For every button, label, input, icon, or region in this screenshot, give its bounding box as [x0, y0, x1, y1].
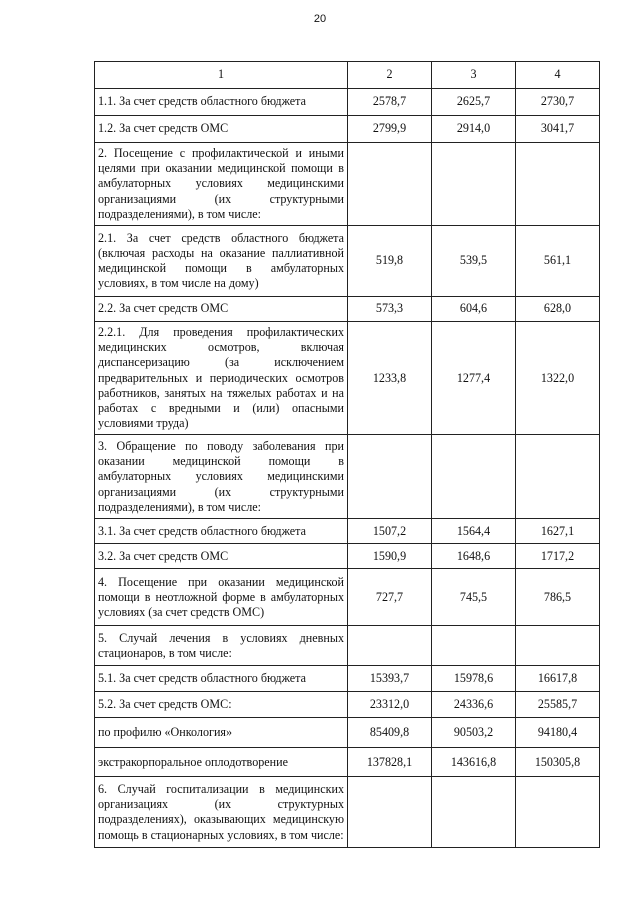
column-header: 4: [516, 62, 600, 89]
cost-table: [94, 61, 600, 848]
row-value: 90503,2: [432, 718, 516, 748]
row-label: 1.2. За счет средств ОМС: [95, 116, 348, 143]
row-value: 573,3: [348, 297, 432, 322]
row-label: 1.1. За счет средств областного бюджета: [95, 89, 348, 116]
row-value: 1322,0: [516, 322, 600, 435]
row-value: 1277,4: [432, 322, 516, 435]
row-value: [348, 435, 432, 519]
row-value: [516, 435, 600, 519]
table-header-row: [95, 62, 600, 89]
row-value: 2625,7: [432, 89, 516, 116]
row-value: [432, 626, 516, 666]
row-value: 15978,6: [432, 666, 516, 692]
row-value: 786,5: [516, 569, 600, 626]
row-value: 23312,0: [348, 692, 432, 718]
row-value: [432, 435, 516, 519]
row-value: 24336,6: [432, 692, 516, 718]
row-value: 137828,1: [348, 748, 432, 777]
row-value: 2914,0: [432, 116, 516, 143]
row-value: 1564,4: [432, 519, 516, 544]
row-value: 628,0: [516, 297, 600, 322]
table-row: [95, 116, 600, 143]
row-value: 519,8: [348, 226, 432, 297]
row-label: 6. Случай госпитализации в медицинских организациях (их структурных подразделениях), оказывающих медицинскую помощь в стационарных условиях, в том числе:: [95, 777, 348, 848]
row-value: [348, 626, 432, 666]
row-value: 1507,2: [348, 519, 432, 544]
row-value: 2730,7: [516, 89, 600, 116]
row-value: 2578,7: [348, 89, 432, 116]
row-label: 2. Посещение с профилактической и иными целями при оказании медицинской помощи в амбулаторных условиях медицинскими организациями (их структурными подразделениями), в том числе:: [95, 143, 348, 226]
row-value: 745,5: [432, 569, 516, 626]
table-row: [95, 143, 600, 226]
row-value: [432, 143, 516, 226]
row-value: 150305,8: [516, 748, 600, 777]
table-row: [95, 692, 600, 718]
page-number: 20: [313, 13, 327, 25]
row-value: 1590,9: [348, 544, 432, 569]
table-row: [95, 777, 600, 848]
row-label: экстракорпоральное оплодотворение: [95, 748, 348, 777]
row-value: 25585,7: [516, 692, 600, 718]
row-label: 5. Случай лечения в условиях дневных стационаров, в том числе:: [95, 626, 348, 666]
table-row: [95, 435, 600, 519]
column-header: 1: [95, 62, 348, 89]
row-value: 15393,7: [348, 666, 432, 692]
row-value: 539,5: [432, 226, 516, 297]
table-row: [95, 519, 600, 544]
column-header: 2: [348, 62, 432, 89]
row-value: 143616,8: [432, 748, 516, 777]
row-value: [348, 777, 432, 848]
row-label: по профилю «Онкология»: [95, 718, 348, 748]
row-value: 1648,6: [432, 544, 516, 569]
table-row: [95, 666, 600, 692]
row-value: 94180,4: [516, 718, 600, 748]
row-label: 4. Посещение при оказании медицинской помощи в неотложной форме в амбулаторных условиях (за счет средств ОМС): [95, 569, 348, 626]
column-header: 3: [432, 62, 516, 89]
row-value: 1717,2: [516, 544, 600, 569]
table-row: [95, 718, 600, 748]
table-row: [95, 322, 600, 435]
row-label: 2.1. За счет средств областного бюджета (включая расходы на оказание паллиативной медицинской помощи в амбулаторных условиях, в том числе на дому): [95, 226, 348, 297]
row-label: 3. Обращение по поводу заболевания при оказании медицинской помощи в амбулаторных условиях медицинскими организациями (их структурными подразделениями), в том числе:: [95, 435, 348, 519]
row-value: 2799,9: [348, 116, 432, 143]
row-value: 16617,8: [516, 666, 600, 692]
table-row: [95, 626, 600, 666]
row-value: 1233,8: [348, 322, 432, 435]
table-row: [95, 748, 600, 777]
row-value: [432, 777, 516, 848]
row-value: [516, 626, 600, 666]
row-value: [516, 777, 600, 848]
row-value: 561,1: [516, 226, 600, 297]
table-row: [95, 226, 600, 297]
row-label: 3.2. За счет средств ОМС: [95, 544, 348, 569]
row-value: 3041,7: [516, 116, 600, 143]
table-row: [95, 569, 600, 626]
row-value: [516, 143, 600, 226]
table-row: [95, 544, 600, 569]
table-row: [95, 89, 600, 116]
row-label: 5.2. За счет средств ОМС:: [95, 692, 348, 718]
row-value: 604,6: [432, 297, 516, 322]
row-label: 2.2.1. Для проведения профилактических медицинских осмотров, включая диспансеризацию (за исключением предварительных и периодических осмотров работников, занятых на тяжелых работах и на работах с вредными и (или) опасными условиями труда): [95, 322, 348, 435]
row-value: [348, 143, 432, 226]
row-label: 2.2. За счет средств ОМС: [95, 297, 348, 322]
table-row: [95, 297, 600, 322]
row-value: 727,7: [348, 569, 432, 626]
row-label: 5.1. За счет средств областного бюджета: [95, 666, 348, 692]
row-label: 3.1. За счет средств областного бюджета: [95, 519, 348, 544]
row-value: 1627,1: [516, 519, 600, 544]
row-value: 85409,8: [348, 718, 432, 748]
